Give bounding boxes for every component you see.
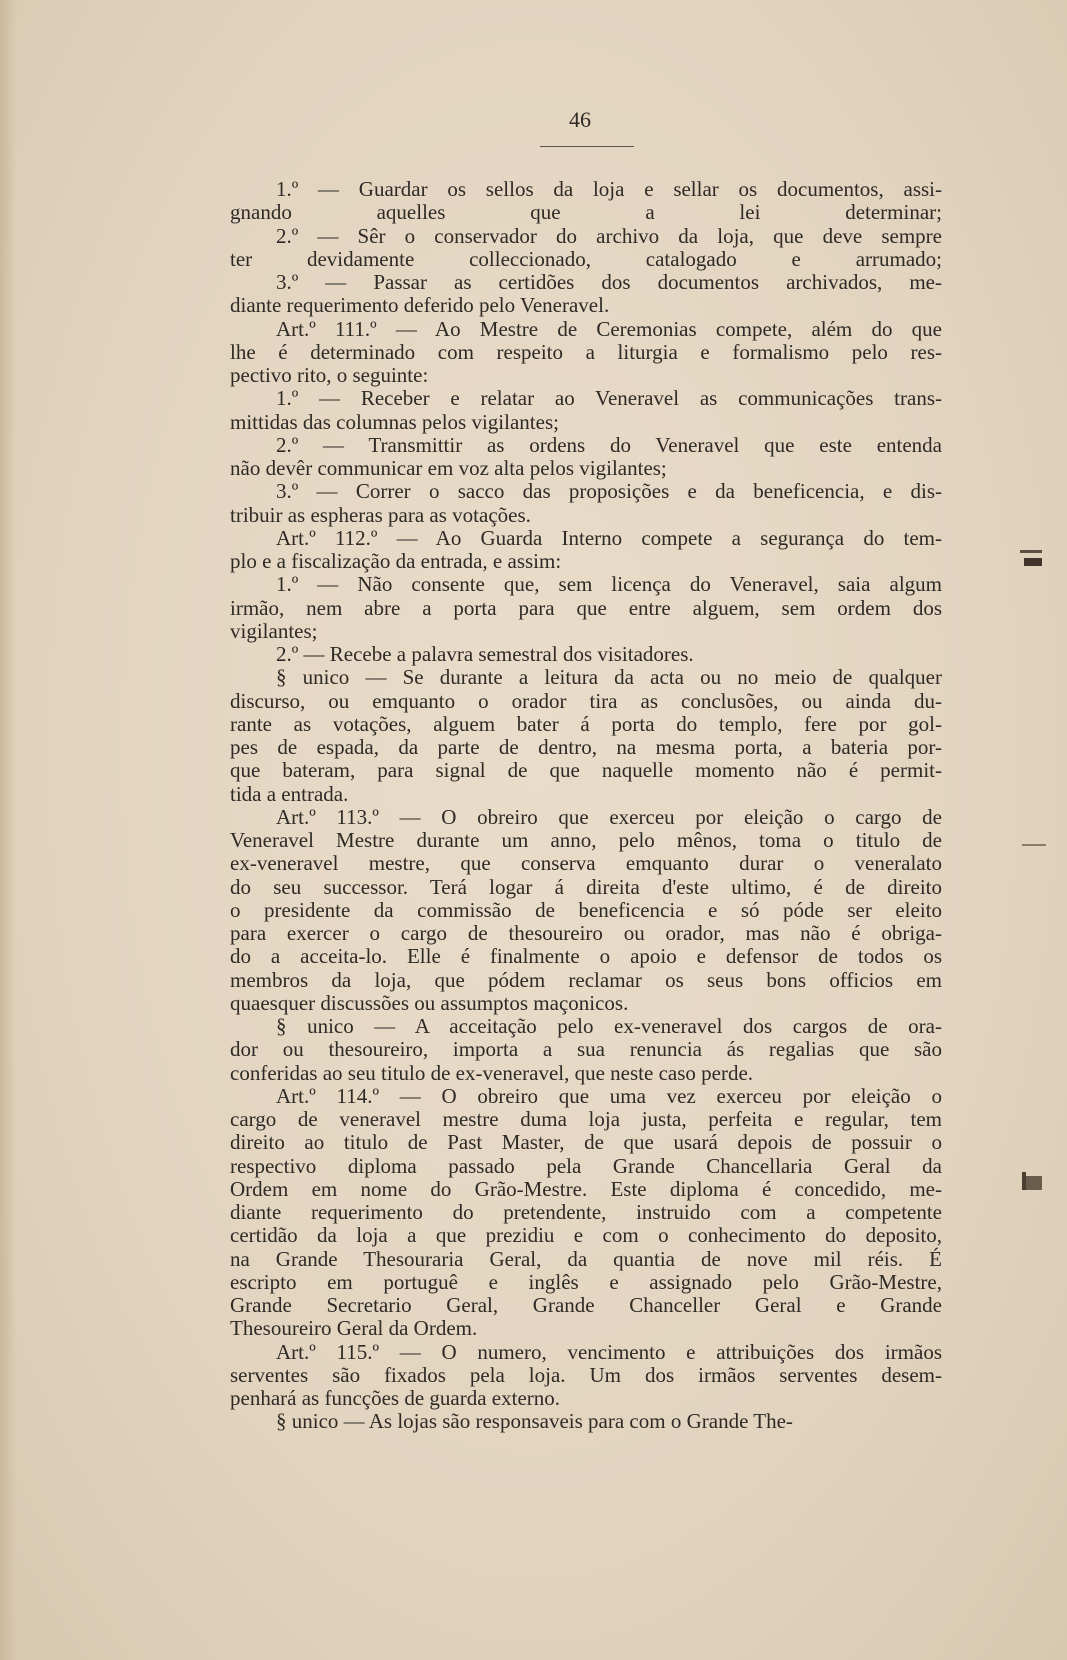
text-line: diante requerimento do pretendente, instruido com a competente	[230, 1200, 942, 1224]
text-line: vigilantes;	[230, 618, 318, 643]
text-line: tribuir as espheras para as votações.	[230, 502, 531, 527]
page-number: 46	[569, 107, 591, 132]
text-line: discurso, ou emquanto o orador tira as conclusões, ou ainda du-	[230, 688, 942, 713]
text-line: 1.º — Receber e relatar ao Veneravel as communicações trans-	[276, 386, 942, 411]
text-line: escripto em portuguê e inglês e assignado pelo Grão-Mestre,	[230, 1269, 942, 1294]
text-line: gnando aquelles que a lei determinar;	[230, 200, 942, 225]
text-line: 1.º — Não consente que, sem licença do Veneravel, saia algum	[276, 572, 942, 597]
text-line: não devêr communicar em voz alta pelos vigilantes;	[230, 456, 667, 480]
text-line: mittidas das columnas pelos vigilantes;	[230, 409, 559, 434]
text-line: dor ou thesoureiro, importa a sua renuncia ás regalias que são	[230, 1037, 942, 1062]
text-line: conferidas ao seu titulo de ex-veneravel, que neste caso perde.	[230, 1060, 754, 1085]
text-line: rante as votações, alguem bater á porta do templo, fere por gol-	[230, 711, 942, 736]
text-line: 2.º — Sêr o conservador do archivo da loja, que deve sempre	[276, 223, 942, 248]
text-line: Ordem em nome do Grão-Mestre. Este diploma é concedido, me-	[230, 1176, 942, 1201]
text-line: na Grande Thesouraria Geral, da quantia de nove mil réis. É	[230, 1246, 942, 1271]
text-line: irmão, nem abre a porta para que entre alguem, sem ordem dos	[230, 595, 942, 620]
text-line: quaesquer discussões ou assumptos maçonicos.	[230, 990, 629, 1015]
text-line: Veneravel Mestre durante um anno, pelo mênos, toma o titulo de	[230, 828, 942, 852]
text-line: § unico — Se durante a leitura da acta ou no meio de qualquer	[276, 665, 942, 690]
body-text	[230, 178, 942, 1434]
text-line: Thesoureiro Geral da Ordem.	[230, 1316, 478, 1341]
text-line: pes de espada, da parte de dentro, na mesma porta, a bateria por-	[230, 735, 942, 759]
text-line: pectivo rito, o seguinte:	[230, 363, 429, 387]
scan-artifact-mark	[1016, 546, 1046, 572]
text-line: penhará as funcções de guarda externo.	[230, 1386, 561, 1410]
text-line: 3.º — Correr o sacco das proposições e da beneficencia, e dis-	[276, 479, 942, 504]
text-line: § unico — A acceitação pelo ex-veneravel dos cargos de ora-	[276, 1014, 942, 1038]
text-line: direito ao titulo de Past Master, de que usará depois de possuir o	[230, 1130, 942, 1155]
text-line: o presidente da commissão de beneficencia e só póde ser eleito	[230, 897, 942, 922]
text-line: § unico — As lojas são responsaveis para com o Grande The-	[276, 1409, 793, 1434]
text-line: que bateram, para signal de que naquelle momento não é permit-	[230, 758, 942, 783]
text-line: tida a entrada.	[230, 781, 349, 806]
page-number-rule	[540, 146, 634, 147]
text-line: diante requerimento deferido pelo Veneravel.	[230, 293, 610, 318]
scan-artifact-mark	[1016, 1170, 1046, 1196]
text-line: Art.º 112.º — Ao Guarda Interno compete a segurança do tem-	[276, 525, 942, 550]
text-line: ter devidamente colleccionado, catalogado e arrumado;	[230, 246, 942, 271]
text-line: 2.º — Transmittir as ordens do Veneravel que este entenda	[276, 432, 942, 457]
text-line: do seu successor. Terá logar á direita d'este ultimo, é de direito	[230, 874, 942, 899]
text-line: do a acceita-lo. Elle é finalmente o apoio e defensor de todos os	[230, 944, 942, 969]
text-line: Art.º 114.º — O obreiro que uma vez exerceu por eleição o	[276, 1083, 942, 1108]
page-edge-shadow	[0, 0, 16, 1660]
text-line: Art.º 115.º — O numero, vencimento e attribuições dos irmãos	[276, 1339, 942, 1364]
text-line: 1.º — Guardar os sellos da loja e sellar os documentos, assi-	[276, 177, 942, 201]
text-line: 3.º — Passar as certidões dos documentos archivados, me-	[276, 270, 942, 294]
text-line: serventes são fixados pela loja. Um dos irmãos serventes desem-	[230, 1362, 942, 1387]
text-line: Art.º 111.º — Ao Mestre de Ceremonias compete, além do que	[276, 316, 942, 341]
text-line: 2.º — Recebe a palavra semestral dos visitadores.	[276, 642, 694, 666]
text-line: para exercer o cargo de thesoureiro ou orador, mas não é obriga-	[230, 921, 942, 945]
text-line: ex-veneravel mestre, que conserva emquanto durar o veneralato	[230, 851, 942, 876]
text-line: membros da loja, que pódem reclamar os seus bons officios em	[230, 967, 942, 992]
text-line: cargo de veneravel mestre duma loja justa, perfeita e regular, tem	[230, 1107, 942, 1131]
text-line: certidão da loja a que prezidiu e com o conhecimento do deposito,	[230, 1223, 942, 1248]
text-line: Art.º 113.º — O obreiro que exerceu por eleição o cargo de	[276, 804, 942, 829]
text-line: lhe é determinado com respeito a liturgia e formalismo pelo res-	[230, 339, 942, 364]
text-line: plo e a fiscalização da entrada, e assim:	[230, 549, 562, 573]
scan-artifact-mark	[1020, 836, 1050, 862]
text-line: respectivo diploma passado pela Grande Chancellaria Geral da	[230, 1153, 942, 1178]
text-line: Grande Secretario Geral, Grande Chanceller Geral e Grande	[230, 1293, 942, 1317]
